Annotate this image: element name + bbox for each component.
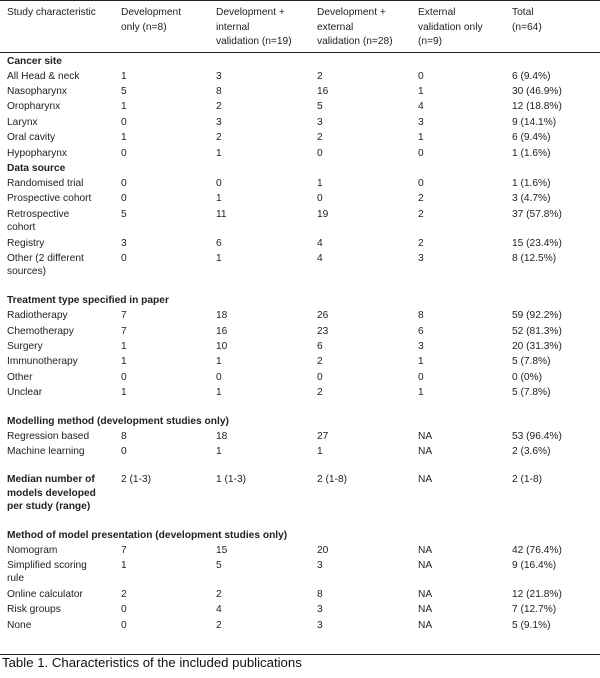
table-cell: 2 (3.6%) (512, 445, 551, 457)
table-cell: 0 (121, 116, 127, 128)
table-caption: Table 1. Characteristics of the included publications (2, 655, 302, 670)
table-cell: 2 (216, 132, 222, 144)
table-cell: 7 (12.7%) (512, 604, 557, 616)
header-cell: only (n=8) (121, 21, 167, 33)
header-cell: Study characteristic (7, 7, 96, 18)
table-cell: 0 (121, 147, 127, 159)
table-cell: 1 (1.6%) (512, 147, 551, 159)
table-cell: 7 (121, 544, 127, 556)
table-cell: 3 (418, 340, 424, 352)
table-cell: 53 (96.4%) (512, 430, 562, 442)
table-cell: 8 (418, 310, 424, 322)
row-label: Larynx (7, 116, 38, 128)
table-cell: NA (418, 445, 433, 457)
table-cell: 20 (317, 544, 329, 556)
table-cell: 23 (317, 325, 329, 337)
table-cell: 2 (418, 208, 424, 220)
table-cell: 3 (317, 559, 323, 571)
table-cell: 1 (216, 387, 222, 399)
table-cell: 1 (216, 147, 222, 159)
row-label: Radiotherapy (7, 310, 68, 322)
table-cell: 16 (216, 325, 228, 337)
table-cell: 3 (317, 116, 323, 128)
table-cell: 1 (121, 387, 127, 399)
table-cell: 2 (121, 588, 127, 600)
table-cell: 5 (121, 208, 127, 220)
table-cell: 6 (216, 237, 222, 249)
table-cell: 1 (317, 445, 323, 457)
table-cell: 6 (418, 325, 424, 337)
table-cell: 2 (418, 237, 424, 249)
table-cell: 20 (31.3%) (512, 340, 562, 352)
table-cell: 0 (121, 371, 127, 383)
table-cell: NA (418, 474, 433, 486)
row-label: per study (range) (7, 500, 91, 512)
table-cell: 2 (216, 619, 222, 631)
table-cell: 1 (1.6%) (512, 177, 551, 189)
row-label: Immunotherapy (7, 356, 78, 368)
header-cell: (n=64) (512, 21, 542, 33)
table-cell: 1 (121, 356, 127, 368)
table-cell: 0 (121, 193, 127, 205)
table-cell: 2 (317, 70, 323, 82)
table-cell: 2 (216, 588, 222, 600)
header-cell: External (418, 7, 456, 18)
row-label: Oropharynx (7, 101, 61, 113)
header-cell: Development (121, 7, 182, 18)
table-cell: 0 (121, 177, 127, 189)
table-cell: 59 (92.2%) (512, 310, 562, 322)
table-cell: NA (418, 604, 433, 616)
table-cell: 1 (121, 132, 127, 144)
table-cell: 8 (12.5%) (512, 253, 557, 265)
table-cell: 2 (317, 387, 323, 399)
table-cell: 0 (121, 445, 127, 457)
header-cell: Total (512, 7, 534, 18)
table-cell: 3 (418, 253, 424, 265)
table-cell: 5 (7.8%) (512, 387, 551, 399)
table-cell: 1 (216, 253, 222, 265)
table-cell: 1 (216, 193, 222, 205)
table-cell: NA (418, 619, 433, 631)
table-cell: 1 (1-3) (216, 474, 247, 486)
row-label: cohort (7, 221, 36, 233)
table-cell: 1 (216, 356, 222, 368)
table-cell: NA (418, 430, 433, 442)
table-cell: 52 (81.3%) (512, 325, 562, 337)
table-cell: 4 (317, 237, 323, 249)
section-heading: Method of model presentation (development studies only) (7, 529, 288, 541)
table-cell: 0 (317, 371, 323, 383)
table-cell: 2 (216, 101, 222, 113)
row-label: Other (7, 371, 33, 383)
table-cell: 1 (121, 559, 127, 571)
row-label: None (7, 619, 32, 631)
row-label: sources) (7, 266, 47, 278)
table-cell: 16 (317, 85, 329, 97)
row-label: Chemotherapy (7, 325, 74, 337)
table-cell: 26 (317, 310, 329, 322)
row-label: models developed (7, 487, 96, 499)
section-heading: Data source (7, 162, 66, 174)
table-cell: 2 (1-8) (317, 474, 348, 486)
table-cell: 0 (121, 604, 127, 616)
table-cell: 30 (46.9%) (512, 85, 562, 97)
table-cell: 8 (216, 85, 222, 97)
table-cell: 15 (216, 544, 228, 556)
table-cell: 3 (4.7%) (512, 193, 551, 205)
header-cell: Development + (317, 7, 386, 18)
table-cell: 7 (121, 310, 127, 322)
table-cell: 8 (121, 430, 127, 442)
row-label: Nasopharynx (7, 85, 68, 97)
table-cell: 1 (418, 356, 424, 368)
row-label: Median number of (7, 474, 95, 486)
table-cell: 0 (216, 177, 222, 189)
table-cell: 42 (76.4%) (512, 544, 562, 556)
table-cell: 5 (9.1%) (512, 619, 551, 631)
table-cell: 5 (317, 101, 323, 113)
table-cell: 18 (216, 310, 228, 322)
table-cell: 3 (418, 116, 424, 128)
row-label: Randomised trial (7, 177, 84, 189)
row-label: Surgery (7, 340, 43, 352)
row-label: Registry (7, 237, 45, 249)
table-cell: 7 (121, 325, 127, 337)
table-cell: 3 (216, 70, 222, 82)
row-label: Online calculator (7, 588, 83, 600)
table-cell: 0 (418, 371, 424, 383)
table-cell: 1 (418, 132, 424, 144)
header-cell: validation only (418, 21, 483, 33)
table-top-rule (0, 0, 600, 1)
table-cell: 1 (418, 387, 424, 399)
table-cell: 1 (216, 445, 222, 457)
row-label: Other (2 different (7, 253, 84, 265)
table-cell: 0 (0%) (512, 371, 543, 383)
table-cell: 1 (121, 70, 127, 82)
row-label: Risk groups (7, 604, 61, 616)
table-cell: 9 (14.1%) (512, 116, 557, 128)
table-cell: 11 (216, 208, 227, 220)
table-cell: 6 (9.4%) (512, 132, 551, 144)
table-cell: 1 (317, 177, 323, 189)
table-cell: 2 (1-8) (512, 474, 543, 486)
header-cell: external (317, 21, 354, 33)
table-cell: 3 (121, 237, 127, 249)
table-cell: 4 (317, 253, 323, 265)
table-cell: 2 (317, 132, 323, 144)
table-cell: 4 (216, 604, 222, 616)
row-label: Simplified scoring (7, 559, 87, 571)
table-cell: 0 (317, 193, 323, 205)
table-cell: 0 (317, 147, 323, 159)
table-cell: NA (418, 544, 433, 556)
table-cell: 27 (317, 430, 329, 442)
table-cell: 8 (317, 588, 323, 600)
row-label: Regression based (7, 430, 90, 442)
table-cell: NA (418, 559, 433, 571)
table-cell: 0 (121, 619, 127, 631)
header-cell: (n=9) (418, 36, 443, 47)
table-cell: NA (418, 588, 433, 600)
section-heading: Cancer site (7, 55, 62, 67)
header-bottom-rule (0, 52, 600, 53)
table-cell: 9 (16.4%) (512, 559, 557, 571)
table-cell: 1 (418, 85, 424, 97)
table-cell: 0 (418, 70, 424, 82)
table-cell: 12 (18.8%) (512, 101, 562, 113)
row-label: rule (7, 573, 24, 585)
row-label: Prospective cohort (7, 193, 92, 205)
header-cell: validation (n=28) (317, 36, 393, 47)
header-cell: Development + (216, 7, 285, 18)
table-cell: 1 (121, 340, 127, 352)
table-cell: 10 (216, 340, 228, 352)
table-cell: 2 (1-3) (121, 474, 152, 486)
table-cell: 12 (21.8%) (512, 588, 562, 600)
table-cell: 6 (317, 340, 323, 352)
row-label: Oral cavity (7, 132, 56, 144)
section-heading: Modelling method (development studies only) (7, 415, 229, 427)
row-label: Machine learning (7, 445, 85, 457)
table-cell: 19 (317, 208, 329, 220)
table-cell: 6 (9.4%) (512, 70, 551, 82)
table-cell: 5 (121, 85, 127, 97)
table-cell: 5 (216, 559, 222, 571)
header-cell: validation (n=19) (216, 36, 292, 47)
row-label: All Head & neck (7, 70, 80, 82)
table-cell: 15 (23.4%) (512, 237, 562, 249)
table-cell: 4 (418, 101, 424, 113)
header-cell: internal (216, 21, 250, 33)
table-cell: 0 (121, 253, 127, 265)
table-cell: 2 (418, 193, 424, 205)
table-cell: 3 (317, 604, 323, 616)
row-label: Unclear (7, 387, 43, 399)
section-heading: Treatment type specified in paper (7, 295, 169, 307)
table-cell: 18 (216, 430, 228, 442)
table-cell: 3 (317, 619, 323, 631)
table-cell: 3 (216, 116, 222, 128)
table-cell: 0 (418, 177, 424, 189)
table-cell: 37 (57.8%) (512, 208, 562, 220)
table-cell: 1 (121, 101, 127, 113)
row-label: Hypopharynx (7, 147, 68, 159)
table-cell: 0 (418, 147, 424, 159)
table-cell: 0 (216, 371, 222, 383)
table-cell: 2 (317, 356, 323, 368)
table-cell: 5 (7.8%) (512, 356, 551, 368)
row-label: Nomogram (7, 544, 58, 556)
row-label: Retrospective (7, 208, 70, 220)
